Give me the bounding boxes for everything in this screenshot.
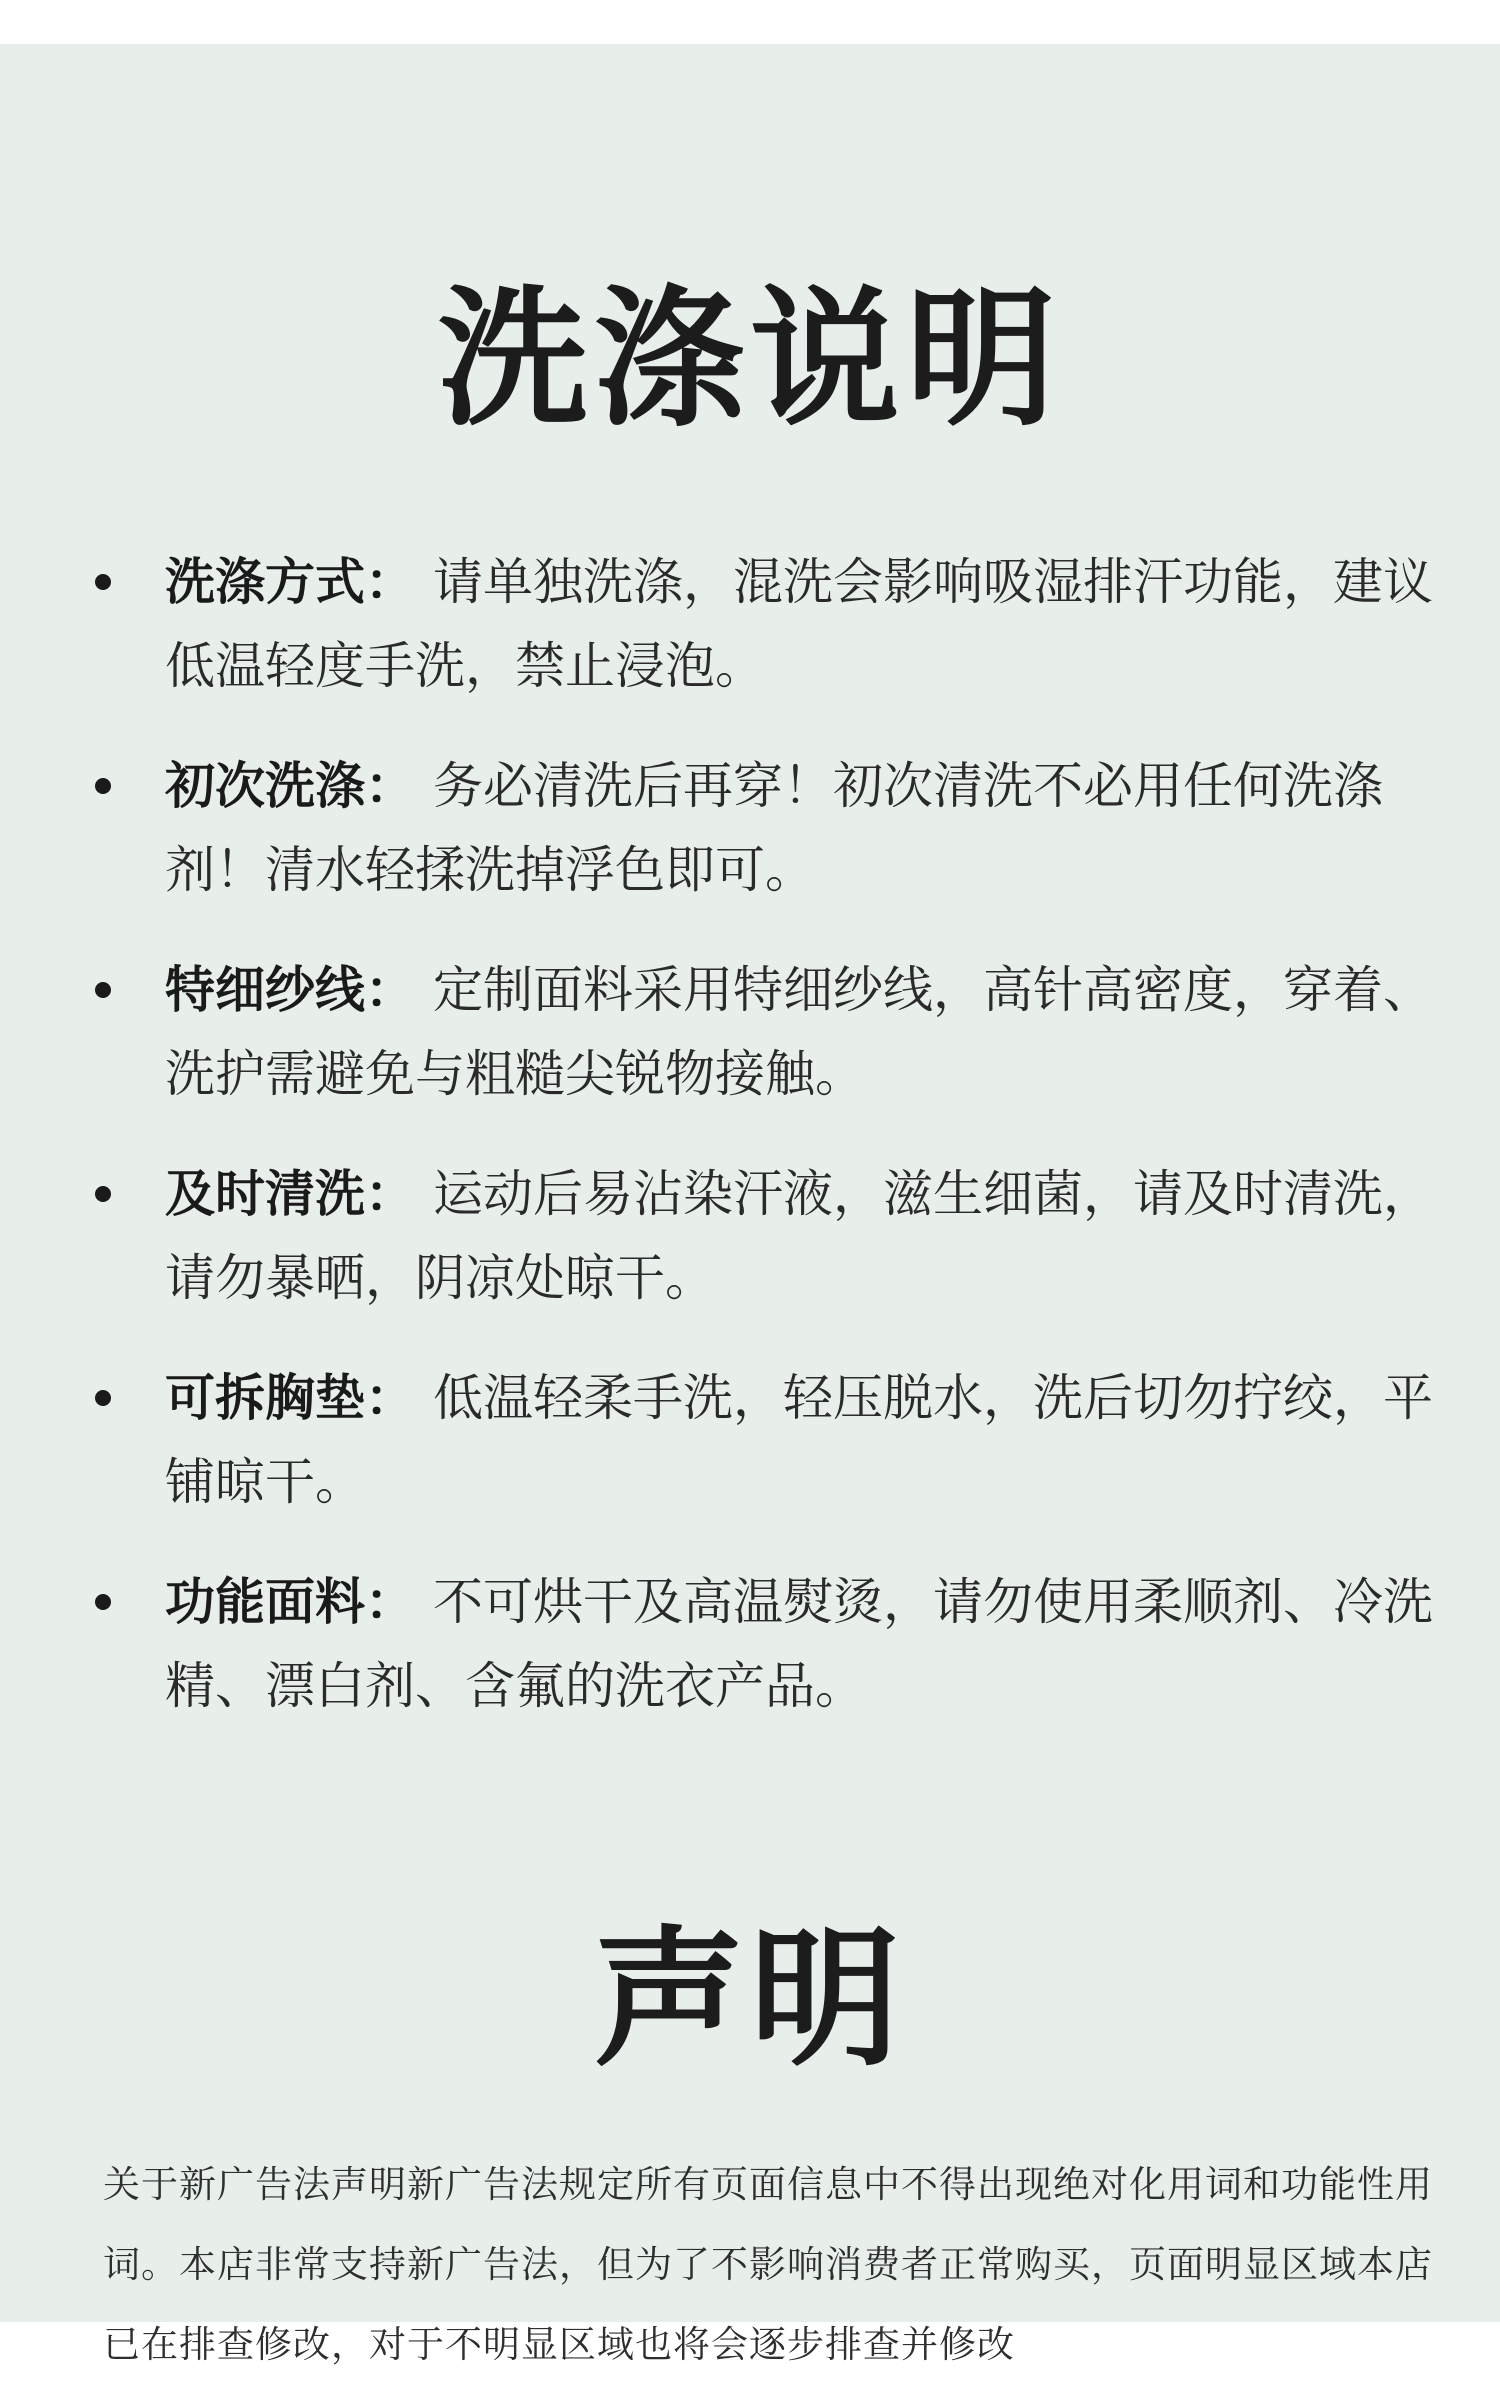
wash-instructions-title: 洗涤说明 xyxy=(437,273,1062,447)
declaration-title: 声明 xyxy=(593,1913,906,2087)
list-item xyxy=(95,744,1465,912)
item-label: 洗涤方式 xyxy=(165,553,365,611)
bullet-icon xyxy=(95,574,111,590)
list-item xyxy=(95,1560,1465,1728)
item-description: 不可烘干及高温熨烫，请勿使用柔顺剂、冷洗精、漂白剂、含氟的洗衣产品。 xyxy=(165,1573,1433,1715)
item-description: 定制面料采用特细纱线，高针高密度，穿着、洗护需避免与粗糙尖锐物接触。 xyxy=(165,961,1433,1103)
item-description: 低温轻柔手洗，轻压脱水，洗后切勿拧绞，平铺晾干。 xyxy=(165,1369,1433,1511)
bullet-icon xyxy=(95,982,111,998)
bullet-icon xyxy=(95,778,111,794)
list-item xyxy=(95,540,1465,708)
top-white-strip xyxy=(0,0,1500,44)
item-colon: ： xyxy=(365,1369,415,1427)
list-item xyxy=(95,1356,1465,1524)
item-description: 运动后易沾染汗液，滋生细菌，请及时清洗，请勿暴晒，阴凉处晾干。 xyxy=(165,1165,1433,1307)
item-description: 请单独洗涤，混洗会影响吸湿排汗功能，建议低温轻度手洗，禁止浸泡。 xyxy=(165,553,1433,695)
bullet-icon xyxy=(95,1594,111,1610)
item-label: 初次洗涤 xyxy=(165,757,365,815)
item-label: 特细纱线 xyxy=(165,961,365,1019)
declaration-text: 关于新广告法声明新广告法规定所有页面信息中不得出现绝对化用词和功能性用词。本店非常支持新广告法，但为了不影响消费者正常购买，页面明显区域本店已在排查修改，对于不明显区域也将会逐步排查并修改 xyxy=(103,2163,1433,2366)
list-item xyxy=(95,948,1465,1116)
item-label: 可拆胸垫 xyxy=(165,1369,365,1427)
item-colon: ： xyxy=(365,961,415,1019)
wash-instructions-list xyxy=(95,540,1465,1764)
bullet-icon xyxy=(95,1390,111,1406)
list-item xyxy=(95,1152,1465,1320)
item-colon: ： xyxy=(365,1573,415,1631)
item-colon: ： xyxy=(365,553,415,611)
item-label: 功能面料 xyxy=(165,1573,365,1631)
item-colon: ： xyxy=(365,757,415,815)
bullet-icon xyxy=(95,1186,111,1202)
item-label: 及时清洗 xyxy=(165,1165,365,1223)
item-colon: ： xyxy=(365,1165,415,1223)
item-description: 务必清洗后再穿！初次清洗不必用任何洗涤剂！清水轻揉洗掉浮色即可。 xyxy=(165,757,1383,899)
